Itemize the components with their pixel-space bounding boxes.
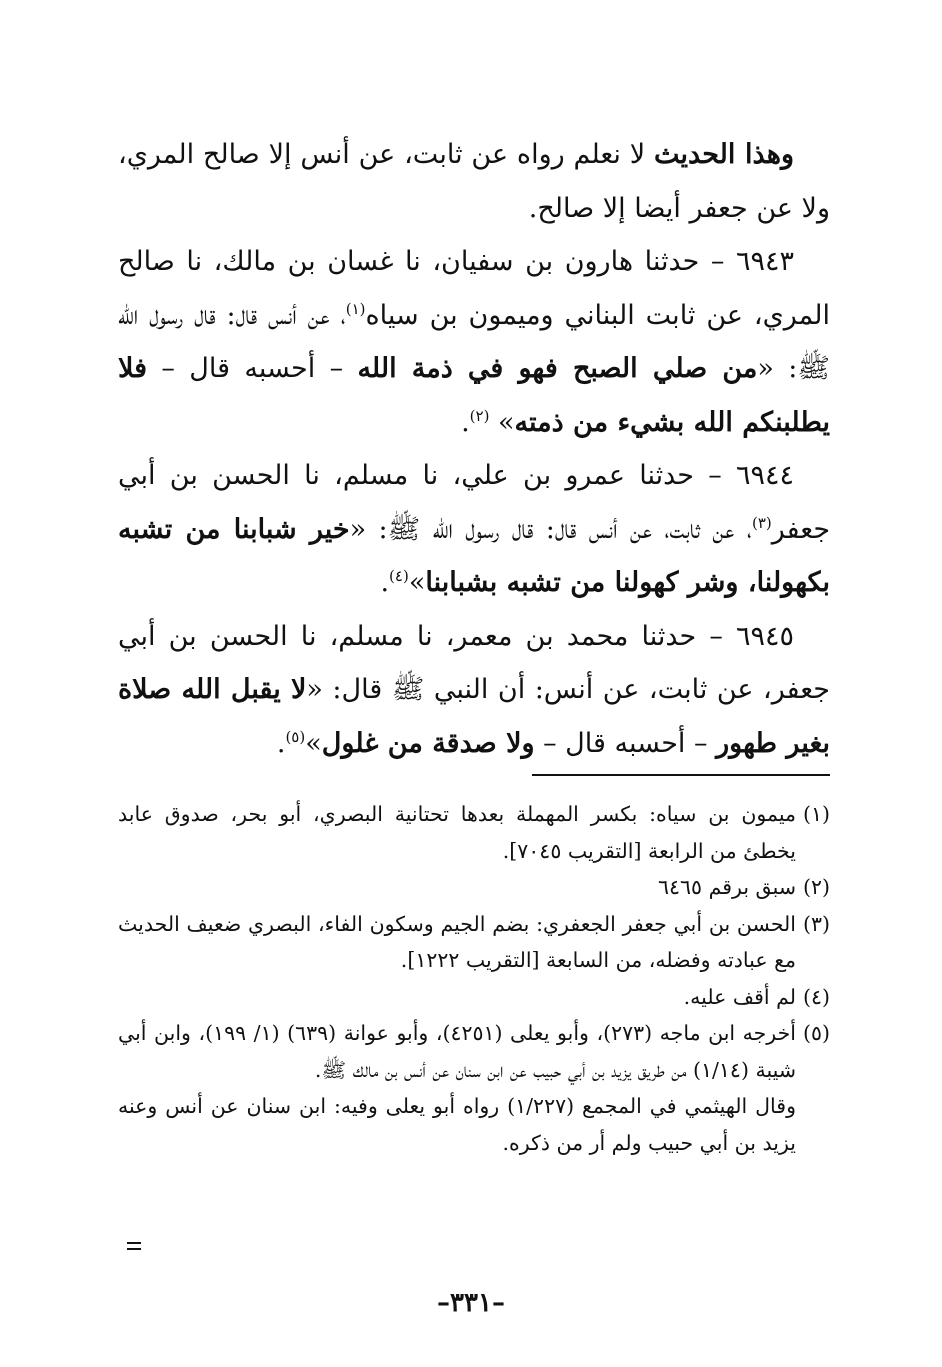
hadith-6943 <box>118 235 830 449</box>
hadith-matn-bold: خير شبابنا من تشبه بكهولنا، وشر كهولنا من تشبه بشبابنا <box>118 513 830 598</box>
footnote-ref[interactable]: (٢) <box>469 406 490 425</box>
hadith-6944 <box>118 449 830 610</box>
footnote-1 <box>118 796 830 869</box>
hadith-text: » <box>489 406 515 438</box>
hadith-matn-bold: فلا يطلبنكم الله بشيء من ذمته <box>118 353 830 438</box>
hadith-text: . <box>276 727 286 759</box>
hadith-number: ٦٩٤٤ <box>735 460 794 491</box>
footnotes <box>118 796 830 1161</box>
footnote-number: (٤) <box>802 984 830 1009</box>
footnote-ref[interactable]: (٣) <box>751 513 772 532</box>
hadith-text: – أحسبه قال – <box>147 353 358 384</box>
hadith-number: ٦٩٤٣ <box>735 246 794 277</box>
hadith-text: » <box>408 567 426 598</box>
hadith-text: – حدثنا عمرو بن علي، نا مسلم، نا الحسن بن أبي جعفر <box>118 460 831 545</box>
main-text <box>118 128 830 770</box>
footnote-5 <box>118 1015 830 1088</box>
footnote-number: (٣) <box>802 911 830 936</box>
footnote-ref[interactable]: (٤) <box>389 567 409 585</box>
paragraph-text: لا نعلم رواه عن ثابت، عن أنس إلا صالح المري، ولا عن جعفر أيضا إلا صالح. <box>118 139 830 224</box>
hadith-number: ٦٩٤٥ <box>735 620 794 652</box>
footnote-2 <box>118 869 830 906</box>
hadith-text: . <box>380 567 390 598</box>
footnote-4 <box>118 979 830 1016</box>
hadith-text: – أحسبه قال – <box>534 727 717 759</box>
footnote-text: أخرجه ابن ماجه (٢٧٣)، وأبو يعلى (٤٢٥١)، وأبو عوانة (٦٣٩) (١/ ١٩٩)، وابن أبي شيبة (١/١٤) من طريق يزيد بن أبي حبيب عن ابن سنان عن أنس بن مالك ﷺ. <box>118 1021 796 1082</box>
hadith-6945 <box>118 610 830 771</box>
hadith-text: . <box>461 406 470 438</box>
paragraph-intro <box>118 128 830 235</box>
footnote-text: ميمون بن سياه: بكسر المهملة بعدها تحتانية البصري، أبو بحر، صدوق عابد يخطئ من الرابعة [التقريب ٧٠٤٥]. <box>118 802 796 863</box>
footnote-number: (١) <box>802 802 830 826</box>
footnote-number: (٢) <box>802 875 830 899</box>
page-number: –٣٣١– <box>437 1288 505 1318</box>
hadith-text: – حدثنا هارون بن سفيان، نا غسان بن مالك، نا صالح المري، عن ثابت البناني وميمون بن سياه <box>118 246 830 331</box>
hadith-matn-bold: ولا صدقة من غلول <box>321 727 535 759</box>
footnote-3 <box>118 906 830 979</box>
footnote-number: (٥) <box>802 1021 830 1045</box>
footnote-5-continuation: وقال الهيثمي في المجمع (١/٢٢٧) رواه أبو يعلى وفيه: ابن سنان عن أنس وعنه يزيد بن أبي حبيب ولم أر من ذكره. <box>118 1094 796 1155</box>
continuation-mark <box>127 1242 141 1251</box>
footnote-divider <box>532 774 830 776</box>
hadith-text: ، عن ثابت، عن أنس قال: قال رسول الله ﷺ: « <box>349 513 752 545</box>
footnote-text: لم أقف عليه. <box>683 984 796 1009</box>
footnote-ref[interactable]: (٥) <box>285 727 306 746</box>
lead-bold: وهذا الحديث <box>654 139 794 170</box>
hadith-matn-bold: لا يقبل الله صلاة بغير طهور <box>118 674 830 759</box>
footnote-text: الحسن بن أبي جعفر الجعفري: بضم الجيم وسكون الفاء، البصري ضعيف الحديث مع عبادته وفضله، من السابعة [التقريب ١٢٢٢]. <box>118 911 796 972</box>
footnote-ref[interactable]: (١) <box>345 299 366 318</box>
hadith-text: ، عن أنس قال: قال رسول الله ﷺ: « <box>118 299 830 384</box>
hadith-text: » <box>305 727 322 759</box>
hadith-text: – حدثنا محمد بن معمر، نا مسلم، نا الحسن بن أبي جعفر، عن ثابت، عن أنس: أن النبي ﷺ قال: « <box>118 620 830 705</box>
footnote-text: سبق برقم ٦٤٦٥ <box>658 875 796 899</box>
hadith-matn-bold: من صلي الصبح فهو في ذمة الله <box>357 353 758 384</box>
